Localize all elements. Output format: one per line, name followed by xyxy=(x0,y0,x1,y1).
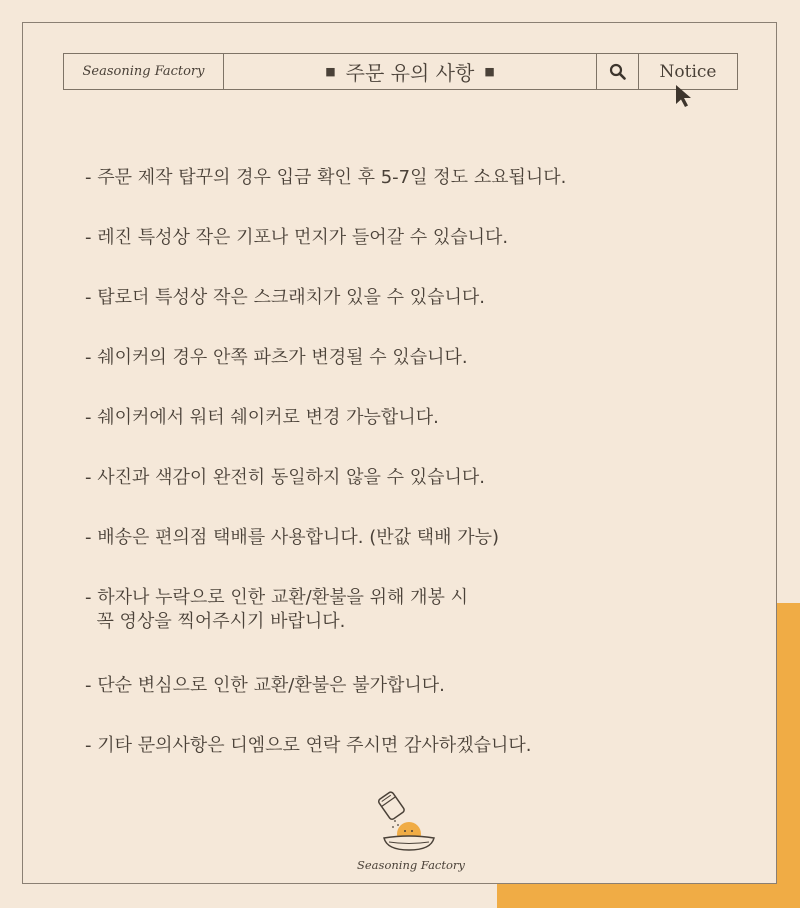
notice-item: - 쉐이커에서 워터 쉐이커로 변경 가능합니다. xyxy=(85,407,439,428)
header-bar xyxy=(63,53,738,90)
notice-item: - 단순 변심으로 인한 교환/환불은 불가합니다. xyxy=(85,675,445,696)
mouse-pointer-icon xyxy=(675,84,695,108)
notice-item: - 하자나 누락으로 인한 교환/환불을 위해 개봉 시 꼭 영상을 찍어주시기 바랍니다. xyxy=(85,587,468,632)
notice-item: - 쉐이커의 경우 안쪽 파츠가 변경될 수 있습니다. xyxy=(85,347,468,368)
logo-text: Seasoning Factory xyxy=(357,858,465,872)
notice-item: - 사진과 색감이 완전히 동일하지 않을 수 있습니다. xyxy=(85,467,486,488)
notice-tab[interactable]: Notice xyxy=(659,61,717,82)
notice-item: - 주문 제작 탑꾸의 경우 입금 확인 후 5-7일 정도 소요됩니다. xyxy=(85,167,567,188)
notice-item: - 배송은 편의점 택배를 사용합니다. (반값 택배 가능) xyxy=(85,527,500,548)
salt-shaker-bowl-icon xyxy=(365,790,445,852)
search-button[interactable] xyxy=(597,54,639,89)
title-marker-right: ■ xyxy=(484,65,495,78)
page-title-text: 주문 유의 사항 xyxy=(345,61,475,85)
notice-item: - 기타 문의사항은 디엠으로 연락 주시면 감사하겠습니다. xyxy=(85,735,532,756)
footer-logo xyxy=(357,790,465,872)
title-marker-left: ■ xyxy=(325,65,336,78)
page-title xyxy=(224,54,597,89)
search-icon xyxy=(609,63,626,80)
notice-item: - 탑로더 특성상 작은 스크래치가 있을 수 있습니다. xyxy=(85,287,486,308)
notice-item: - 레진 특성상 작은 기포나 먼지가 들어갈 수 있습니다. xyxy=(85,227,509,248)
brand-name: Seasoning Factory xyxy=(64,54,224,89)
